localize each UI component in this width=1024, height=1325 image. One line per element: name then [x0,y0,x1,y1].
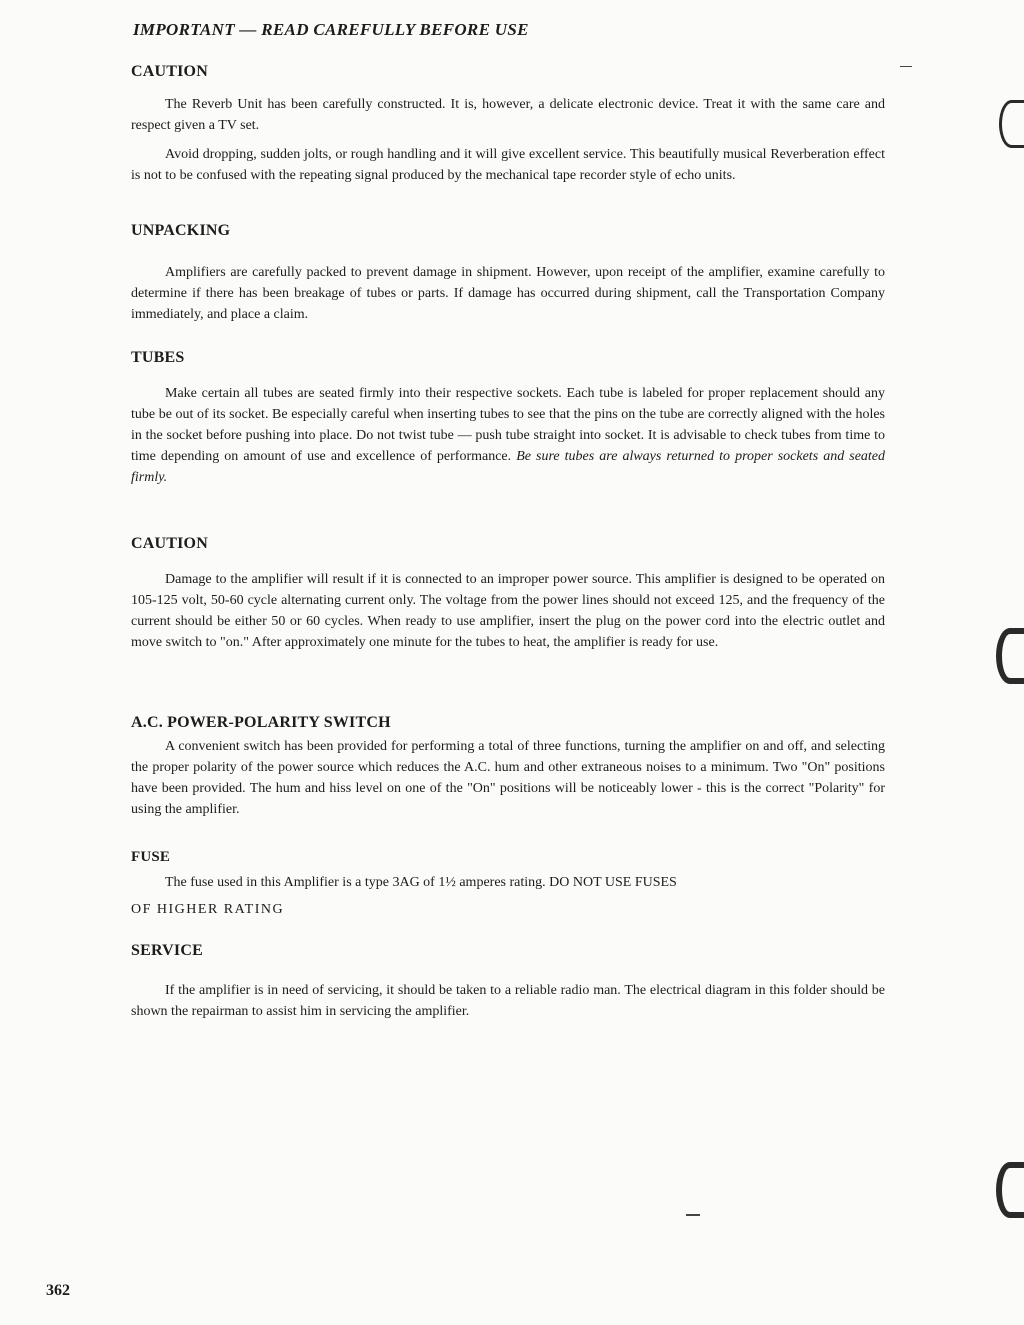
section-power-polarity-switch [131,714,885,820]
section-fuse [131,849,885,920]
scan-speck [900,66,912,67]
paragraph: Amplifiers are carefully packed to prevent damage in shipment. However, upon receipt of the amplifier, examine carefully to determine if there has been breakage of tubes or parts. If damage has occurred during shipment, call the Transportation Company immediately, and place a claim. [131,265,885,322]
paragraph-continuation: OF HIGHER RATING [131,902,285,917]
binder-hole-mark [999,100,1024,148]
section-unpacking [131,222,885,325]
section-heading: CAUTION [131,535,208,552]
section-heading: A.C. POWER-POLARITY SWITCH [131,714,391,731]
section-heading: TUBES [131,349,185,366]
paragraph-text: Make certain all tubes are seated firmly into their respective sockets. Each tube is labeled for proper replacement should any tube be out of its socket. Be especially careful when inserting tubes to see that the pins on the tube are correctly aligned with the holes in the socket before pushing into place. Do not twist tube — push tube straight into socket. It is advisable to check tubes from time to time depending on amount of use and excellence of performance. [131,386,885,464]
section-tubes [131,349,885,488]
section-heading: FUSE [131,849,171,865]
section-heading: UNPACKING [131,222,231,239]
paragraph [131,383,885,488]
section-heading: CAUTION [131,63,208,80]
paragraph: A convenient switch has been provided for performing a total of three functions, turning the amplifier on and off, and selecting the proper polarity of the power source which reduces the A.C. hum and other extraneous noises to a minimum. Two "On" positions have been provided. The hum and hiss level on one of the "On" positions will be noticeably lower - this is the correct "Polarity" for using the amplifier. [131,739,885,817]
section-caution-handling [131,63,885,186]
page-number: 362 [46,1282,70,1299]
paragraph: Avoid dropping, sudden jolts, or rough handling and it will give excellent service. This beautifully musical Reverberation effect is not to be confused with the repeating signal produced by the mechanical tape recorder style of echo units. [131,147,885,183]
emphasis-text: Be sure tubes are always returned to proper sockets and seated firmly. [131,449,886,485]
section-caution-power [131,535,885,653]
paragraph: If the amplifier is in need of servicing, it should be taken to a reliable radio man. The electrical diagram in this folder should be shown the repairman to assist him in servicing the amplifier. [131,983,885,1019]
binder-hole-mark [996,1162,1024,1218]
scan-speck [686,1214,700,1216]
page-title: IMPORTANT — READ CAREFULLY BEFORE USE [133,20,529,39]
section-heading: SERVICE [131,942,203,959]
paragraph: The Reverb Unit has been carefully constructed. It is, however, a delicate electronic device. Treat it with the same care and respect given a TV set. [131,97,885,133]
section-service [131,942,885,1022]
paragraph: Damage to the amplifier will result if it is connected to an improper power source. This amplifier is designed to be operated on 105-125 volt, 50-60 cycle alternating current only. The voltage from the power lines should not exceed 125, and the frequency of the current should be either 50 or 60 cycles. When ready to use amplifier, insert the plug on the power cord into the electric outlet and move switch to "on." After approximately one minute for the tubes to heat, the amplifier is ready for use. [131,572,885,650]
binder-hole-mark [996,628,1024,684]
paragraph: The fuse used in this Amplifier is a type 3AG of 1½ amperes rating. DO NOT USE FUSES [165,875,677,890]
